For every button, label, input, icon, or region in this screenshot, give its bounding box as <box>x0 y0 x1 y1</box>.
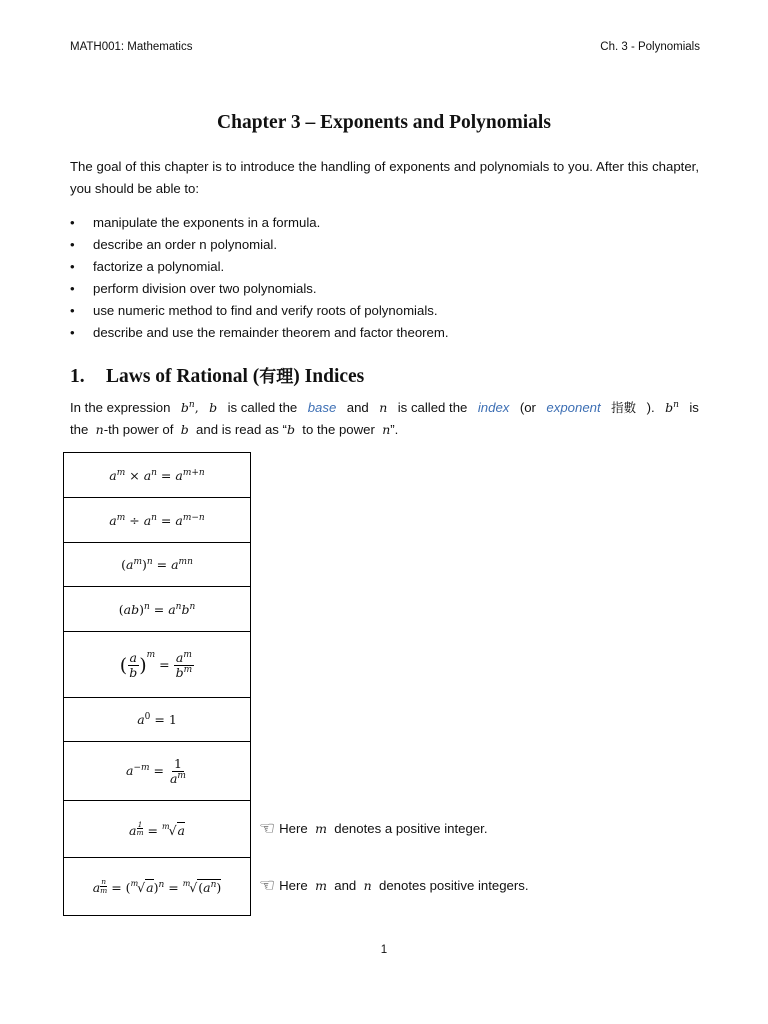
law-unit-fraction-exponent: a $\frac{1}{m}$ = $^m$√a <box>64 801 251 858</box>
table-row <box>64 543 251 587</box>
note-positive-integer: ☜ Here m denotes a positive integer. <box>259 818 488 839</box>
table-row <box>64 453 251 498</box>
header-chapter: Ch. 3 - Polynomials <box>600 41 700 53</box>
list-item: • perform division over two polynomials. <box>70 278 699 300</box>
bullet-icon: • <box>70 259 75 274</box>
note-positive-integers: ☜ Here m and n denotes positive integers. <box>259 875 529 896</box>
list-item: • use numeric method to find and verify roots of polynomials. <box>70 300 699 322</box>
intro-paragraph: The goal of this chapter is to introduce the handling of exponents and polynomials to you. After this chapter, you should be able to: <box>70 159 699 196</box>
table-row <box>64 742 251 801</box>
chapter-title: Chapter 3 – Exponents and Polynomials <box>217 112 551 133</box>
table-row <box>64 632 251 698</box>
pointing-hand-icon: ☜ <box>259 875 276 896</box>
pointing-hand-icon: ☜ <box>259 818 276 839</box>
law-fraction-exponent: a $\frac{n}{m}$ = $(^m√a)^n = ^m√(a^n)$ <box>64 858 251 916</box>
section-number: 1. <box>70 366 85 387</box>
law-power-of-power: $(a^m)^n = a^{mn}$ <box>64 543 251 587</box>
law-negative-exponent: $a^{-m}$ = $\frac{1}{a^m}$ <box>64 742 251 801</box>
list-item: • describe an order n polynomial. <box>70 234 699 256</box>
bullet-icon: • <box>70 215 75 230</box>
law-quotient: $a^m \div a^n = a^{m-n}$ <box>64 498 251 543</box>
law-power-of-quotient: ( $\frac{a}{b}$ )$^m$ = $\frac{a^m}{b^m}$ <box>64 632 251 698</box>
bullet-icon: • <box>70 303 75 318</box>
table-row <box>64 858 251 916</box>
list-item: • describe and use the remainder theorem and factor theorem. <box>70 322 699 344</box>
law-power-of-product: $(ab)^n = a^nb^n$ <box>64 587 251 632</box>
law-product: $a^m \times a^n = a^{m+n}$ <box>64 453 251 498</box>
page-number: 1 <box>380 944 388 956</box>
goals-list <box>70 212 699 344</box>
list-item: • manipulate the exponents in a formula. <box>70 212 699 234</box>
bullet-icon: • <box>70 281 75 296</box>
table-row <box>64 587 251 632</box>
index-laws-table <box>63 452 251 916</box>
table-row <box>64 498 251 543</box>
math-expression: $b^n$, <box>180 400 199 415</box>
section-heading <box>70 362 364 388</box>
math-symbol: b <box>209 400 218 415</box>
section-title-a: Laws of Rational ( <box>106 366 260 387</box>
exponent-term: exponent <box>546 400 601 415</box>
math-expression: $b^n$ <box>665 400 679 415</box>
definition-line-1: In the expression $b^n$, b is called the base and n is called the index (or exponent 指數 ). $b^n$ is <box>70 397 699 419</box>
table-row <box>64 801 251 858</box>
index-term: index <box>477 400 510 415</box>
definition-paragraph <box>70 397 699 441</box>
list-item: • factorize a polynomial. <box>70 256 699 278</box>
exponent-cjk: 指數 <box>611 400 637 415</box>
header-course: MATH001: Mathematics <box>70 41 193 53</box>
bullet-icon: • <box>70 237 75 252</box>
table-row <box>64 698 251 742</box>
section-title-b: ) Indices <box>293 366 365 387</box>
base-term: base <box>307 400 337 415</box>
law-zero-exponent: $a^0 = 1$ <box>64 698 251 742</box>
bullet-icon: • <box>70 325 75 340</box>
definition-line-2: the n-th power of b and is read as “b to the power n”. <box>70 422 399 437</box>
section-title-cjk: 有理 <box>259 367 294 387</box>
math-symbol: n <box>379 400 388 415</box>
